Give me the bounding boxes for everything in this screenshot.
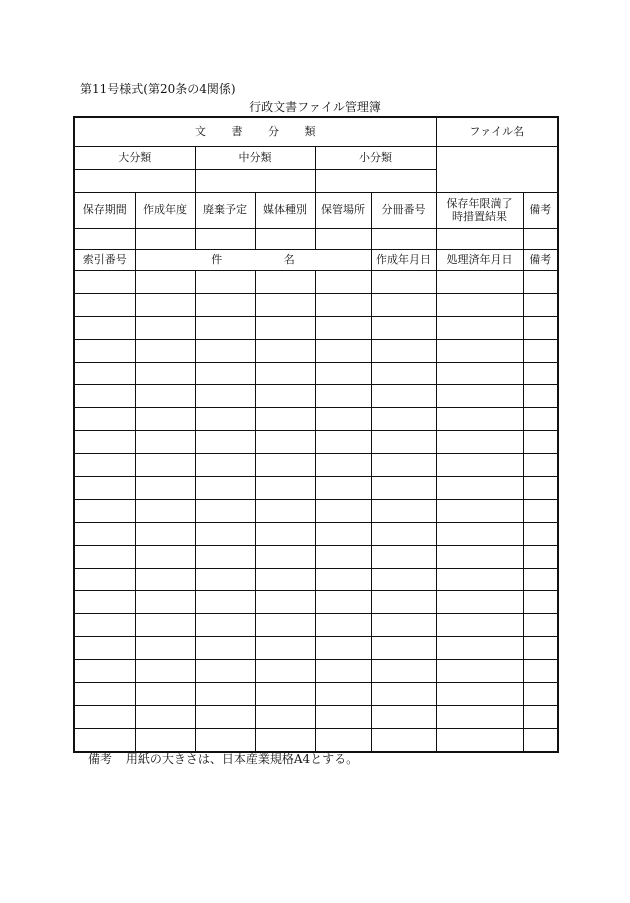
entry-row <box>74 591 558 614</box>
entry-cell[interactable] <box>135 545 195 568</box>
entry-cell[interactable] <box>195 431 255 454</box>
entry-cell[interactable] <box>255 477 315 500</box>
entry-cell[interactable] <box>135 591 195 614</box>
entry-cell[interactable] <box>371 293 436 316</box>
media-header: 媒体種別 <box>255 193 315 229</box>
created-year-header: 作成年度 <box>135 193 195 229</box>
entry-cell[interactable] <box>255 545 315 568</box>
entry-cell[interactable] <box>255 408 315 431</box>
entry-cell[interactable] <box>135 477 195 500</box>
expiry-line-2: 時措置結果 <box>452 209 508 223</box>
classification-char: 文 <box>195 124 207 138</box>
entry-cell[interactable] <box>135 614 195 637</box>
entry-cell[interactable] <box>436 339 523 362</box>
entry-cell[interactable] <box>255 293 315 316</box>
entry-row <box>74 522 558 545</box>
entry-cell[interactable] <box>74 316 135 339</box>
entry-cell[interactable] <box>195 385 255 408</box>
entry-cell[interactable] <box>74 362 135 385</box>
entry-cell[interactable] <box>315 454 371 477</box>
entry-cell[interactable] <box>371 522 436 545</box>
entry-cell[interactable] <box>255 316 315 339</box>
entry-cell[interactable] <box>371 614 436 637</box>
medium-category-header: 中分類 <box>195 147 315 170</box>
remarks-header: 備考 <box>523 193 558 229</box>
entry-cell[interactable] <box>436 499 523 522</box>
entry-cell[interactable] <box>135 339 195 362</box>
entry-cell[interactable] <box>74 591 135 614</box>
entry-cell[interactable] <box>255 614 315 637</box>
entry-cell[interactable] <box>523 637 558 660</box>
retention-cell[interactable] <box>74 229 135 250</box>
entry-cell[interactable] <box>74 293 135 316</box>
entry-cell[interactable] <box>523 545 558 568</box>
entry-cell[interactable] <box>523 316 558 339</box>
entry-cell[interactable] <box>255 522 315 545</box>
footer-text: 用紙の大きさは、日本産業規格A4とする。 <box>125 752 359 766</box>
classification-char: 書 <box>231 124 243 138</box>
entry-cell[interactable] <box>74 568 135 591</box>
entry-cell[interactable] <box>523 499 558 522</box>
entry-cell[interactable] <box>436 545 523 568</box>
entry-cell[interactable] <box>135 499 195 522</box>
entry-cell[interactable] <box>255 705 315 728</box>
small-category-cell[interactable] <box>315 170 436 193</box>
entry-cell[interactable] <box>195 660 255 683</box>
entry-cell[interactable] <box>135 385 195 408</box>
entry-cell[interactable] <box>135 362 195 385</box>
subject-header <box>135 250 371 271</box>
entry-cell[interactable] <box>436 408 523 431</box>
entry-cell[interactable] <box>195 316 255 339</box>
entry-cell[interactable] <box>74 499 135 522</box>
entry-cell[interactable] <box>135 568 195 591</box>
entry-rows <box>74 271 558 752</box>
entry-cell[interactable] <box>436 728 523 751</box>
entry-cell[interactable] <box>255 637 315 660</box>
large-category-header: 大分類 <box>74 147 195 170</box>
file-name-cell[interactable] <box>436 147 558 193</box>
processed-date-header: 処理済年月日 <box>436 250 523 271</box>
entry-cell[interactable] <box>74 408 135 431</box>
entry-cell[interactable] <box>255 362 315 385</box>
footer-note <box>88 750 368 767</box>
entry-cell[interactable] <box>195 614 255 637</box>
entry-row <box>74 431 558 454</box>
entry-cell[interactable] <box>255 271 315 294</box>
entry-cell[interactable] <box>255 660 315 683</box>
entry-row <box>74 362 558 385</box>
entry-cell[interactable] <box>195 637 255 660</box>
location-cell[interactable] <box>315 229 371 250</box>
entry-cell[interactable] <box>255 454 315 477</box>
entry-cell[interactable] <box>135 705 195 728</box>
entry-row <box>74 477 558 500</box>
entry-cell[interactable] <box>195 477 255 500</box>
entry-cell[interactable] <box>255 499 315 522</box>
entry-cell[interactable] <box>436 271 523 294</box>
entry-cell[interactable] <box>74 545 135 568</box>
entry-cell[interactable] <box>255 431 315 454</box>
entry-cell[interactable] <box>195 728 255 751</box>
entry-cell[interactable] <box>135 293 195 316</box>
entry-row <box>74 271 558 294</box>
entry-cell[interactable] <box>74 637 135 660</box>
entry-cell[interactable] <box>371 431 436 454</box>
entry-cell[interactable] <box>195 683 255 706</box>
entry-cell[interactable] <box>74 683 135 706</box>
retention-header: 保存期間 <box>74 193 135 229</box>
entry-cell[interactable] <box>371 545 436 568</box>
entry-cell[interactable] <box>74 705 135 728</box>
entry-cell[interactable] <box>523 385 558 408</box>
entry-cell[interactable] <box>523 568 558 591</box>
entry-cell[interactable] <box>436 705 523 728</box>
entry-cell[interactable] <box>371 705 436 728</box>
entry-cell[interactable] <box>436 660 523 683</box>
entry-cell[interactable] <box>436 293 523 316</box>
entry-cell[interactable] <box>195 522 255 545</box>
entry-cell[interactable] <box>195 271 255 294</box>
entry-cell[interactable] <box>315 614 371 637</box>
entry-row <box>74 568 558 591</box>
entry-row <box>74 293 558 316</box>
entry-cell[interactable] <box>135 454 195 477</box>
disposal-header: 廃棄予定 <box>195 193 255 229</box>
footer-label: 備考 <box>88 752 113 766</box>
subject-char: 名 <box>283 252 295 266</box>
entry-cell[interactable] <box>315 545 371 568</box>
entry-cell[interactable] <box>523 522 558 545</box>
index-remarks-header: 備考 <box>523 250 558 271</box>
entry-cell[interactable] <box>315 477 371 500</box>
entry-cell[interactable] <box>74 614 135 637</box>
entry-cell[interactable] <box>523 477 558 500</box>
volume-header: 分冊番号 <box>371 193 436 229</box>
entry-cell[interactable] <box>371 271 436 294</box>
entry-row <box>74 499 558 522</box>
entry-cell[interactable] <box>523 271 558 294</box>
remarks-cell[interactable] <box>523 229 558 250</box>
entry-row <box>74 339 558 362</box>
entry-cell[interactable] <box>523 591 558 614</box>
entry-cell[interactable] <box>195 362 255 385</box>
entry-cell[interactable] <box>523 728 558 751</box>
entry-cell[interactable] <box>255 385 315 408</box>
entry-cell[interactable] <box>315 660 371 683</box>
entry-cell[interactable] <box>436 385 523 408</box>
entry-row <box>74 705 558 728</box>
entry-cell[interactable] <box>195 591 255 614</box>
entry-cell[interactable] <box>135 637 195 660</box>
entry-cell[interactable] <box>523 454 558 477</box>
entry-cell[interactable] <box>135 660 195 683</box>
created-date-header: 作成年月日 <box>371 250 436 271</box>
entry-row <box>74 660 558 683</box>
entry-cell[interactable] <box>436 568 523 591</box>
entry-cell[interactable] <box>195 705 255 728</box>
entry-cell[interactable] <box>315 568 371 591</box>
entry-cell[interactable] <box>315 362 371 385</box>
classification-char: 類 <box>304 124 316 138</box>
entry-cell[interactable] <box>195 568 255 591</box>
entry-cell[interactable] <box>315 339 371 362</box>
entry-cell[interactable] <box>74 271 135 294</box>
entry-cell[interactable] <box>255 568 315 591</box>
entry-cell[interactable] <box>74 522 135 545</box>
entry-cell[interactable] <box>436 362 523 385</box>
entry-cell[interactable] <box>135 271 195 294</box>
entry-cell[interactable] <box>255 728 315 751</box>
entry-cell[interactable] <box>315 705 371 728</box>
entry-row <box>74 637 558 660</box>
entry-cell[interactable] <box>135 431 195 454</box>
entry-row <box>74 728 558 751</box>
entry-cell[interactable] <box>523 660 558 683</box>
entry-cell[interactable] <box>74 339 135 362</box>
entry-cell[interactable] <box>523 431 558 454</box>
entry-cell[interactable] <box>74 385 135 408</box>
entry-cell[interactable] <box>523 408 558 431</box>
entry-cell[interactable] <box>436 477 523 500</box>
entry-cell[interactable] <box>195 408 255 431</box>
entry-cell[interactable] <box>523 339 558 362</box>
entry-row <box>74 614 558 637</box>
entry-cell[interactable] <box>523 614 558 637</box>
entry-cell[interactable] <box>371 660 436 683</box>
volume-cell[interactable] <box>371 229 436 250</box>
file-register-table <box>73 116 559 753</box>
entry-cell[interactable] <box>436 637 523 660</box>
entry-cell[interactable] <box>135 683 195 706</box>
entry-cell[interactable] <box>74 660 135 683</box>
expiry-action-cell[interactable] <box>436 229 523 250</box>
entry-cell[interactable] <box>195 499 255 522</box>
entry-cell[interactable] <box>315 385 371 408</box>
entry-cell[interactable] <box>436 431 523 454</box>
entry-row <box>74 683 558 706</box>
entry-cell[interactable] <box>135 728 195 751</box>
entry-row <box>74 545 558 568</box>
entry-cell[interactable] <box>315 522 371 545</box>
entry-cell[interactable] <box>523 683 558 706</box>
entry-cell[interactable] <box>436 614 523 637</box>
form-title: 行政文書ファイル管理簿 <box>249 100 381 114</box>
entry-row <box>74 454 558 477</box>
large-category-cell[interactable] <box>74 170 195 193</box>
entry-cell[interactable] <box>255 683 315 706</box>
expiry-action-header <box>436 193 523 229</box>
entry-cell[interactable] <box>195 293 255 316</box>
entry-cell[interactable] <box>436 522 523 545</box>
disposal-cell[interactable] <box>195 229 255 250</box>
index-number-header: 索引番号 <box>74 250 135 271</box>
entry-cell[interactable] <box>371 316 436 339</box>
entry-cell[interactable] <box>315 271 371 294</box>
entry-cell[interactable] <box>436 454 523 477</box>
entry-cell[interactable] <box>255 591 315 614</box>
entry-cell[interactable] <box>371 499 436 522</box>
entry-cell[interactable] <box>371 339 436 362</box>
entry-row <box>74 408 558 431</box>
entry-cell[interactable] <box>371 408 436 431</box>
form-reference: 第11号様式(第20条の4関係) <box>80 82 236 96</box>
medium-category-cell[interactable] <box>195 170 315 193</box>
entry-cell[interactable] <box>315 499 371 522</box>
subject-char: 件 <box>211 252 223 266</box>
expiry-line-1: 保存年限満了 <box>446 196 513 210</box>
entry-cell[interactable] <box>315 683 371 706</box>
entry-cell[interactable] <box>195 454 255 477</box>
entry-cell[interactable] <box>436 683 523 706</box>
media-cell[interactable] <box>255 229 315 250</box>
entry-cell[interactable] <box>523 705 558 728</box>
entry-cell[interactable] <box>315 591 371 614</box>
entry-cell[interactable] <box>436 316 523 339</box>
entry-cell[interactable] <box>371 385 436 408</box>
entry-cell[interactable] <box>74 431 135 454</box>
entry-cell[interactable] <box>523 362 558 385</box>
entry-cell[interactable] <box>74 477 135 500</box>
entry-cell[interactable] <box>371 637 436 660</box>
entry-cell[interactable] <box>371 568 436 591</box>
small-category-header: 小分類 <box>315 147 436 170</box>
classification-char: 分 <box>268 124 280 138</box>
entry-cell[interactable] <box>371 454 436 477</box>
created-year-cell[interactable] <box>135 229 195 250</box>
entry-cell[interactable] <box>436 591 523 614</box>
entry-cell[interactable] <box>315 637 371 660</box>
entry-cell[interactable] <box>135 316 195 339</box>
classification-header <box>74 117 436 147</box>
entry-cell[interactable] <box>315 431 371 454</box>
entry-cell[interactable] <box>371 477 436 500</box>
entry-cell[interactable] <box>74 728 135 751</box>
entry-cell[interactable] <box>371 728 436 751</box>
location-header: 保管場所 <box>315 193 371 229</box>
entry-cell[interactable] <box>371 362 436 385</box>
entry-cell[interactable] <box>315 293 371 316</box>
entry-cell[interactable] <box>315 728 371 751</box>
file-name-header: ファイル名 <box>436 117 558 147</box>
entry-cell[interactable] <box>315 316 371 339</box>
entry-cell[interactable] <box>195 339 255 362</box>
entry-cell[interactable] <box>315 408 371 431</box>
entry-cell[interactable] <box>195 545 255 568</box>
entry-row <box>74 316 558 339</box>
entry-cell[interactable] <box>255 339 315 362</box>
entry-cell[interactable] <box>371 683 436 706</box>
entry-row <box>74 385 558 408</box>
entry-cell[interactable] <box>371 591 436 614</box>
entry-cell[interactable] <box>135 522 195 545</box>
entry-cell[interactable] <box>135 408 195 431</box>
entry-cell[interactable] <box>74 454 135 477</box>
entry-cell[interactable] <box>523 293 558 316</box>
